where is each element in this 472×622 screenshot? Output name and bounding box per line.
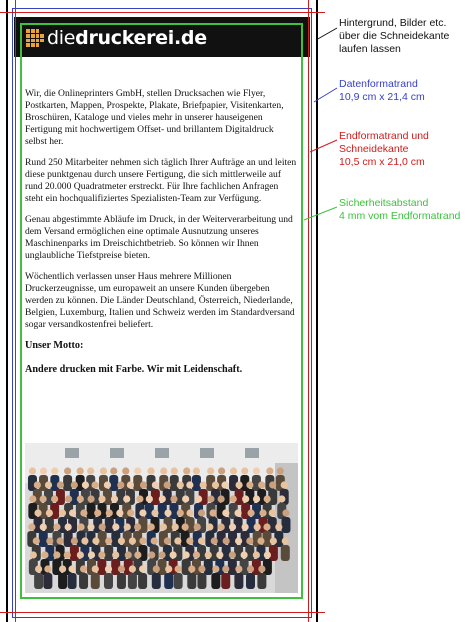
annotation-background: Hintergrund, Bilder etc. über die Schneidekante laufen lassen [339,17,450,55]
annotation-data-format: Datenformatrand 10,9 cm x 21,4 cm [339,78,425,103]
paragraph: Wir, die Onlineprinters GmbH, stellen Drucksachen wie Flyer, Postkarten, Mappen, Prospekte, Plakate, Briefpapier, Visitenkarten, Broschüren, Kataloge und vieles mehr in unserer hauseigenen Fertigung mit hochwertigem Offset- und brillantem Digitaldruck selbst her. [25,88,284,147]
annotation-safety-margin: Sicherheitsabstand 4 mm vom Endformatrand [339,197,461,222]
paragraph: Genau abgestimmte Abläufe im Druck, in der Weiterverarbeitung und dem Versand ermöglichen eine optimale Ausnutzung unseres Maschinenparks im Dreischichtbetrieb. So können wir Ihnen unglaubliche Tiefstpreise bieten. [25,214,293,261]
annotation-final-format: Endformatrand und Schneidekante 10,5 cm x 21,0 cm [339,130,429,168]
paragraph: Rund 250 Mitarbeiter nehmen sich täglich Ihrer Aufträge an und leiten diese punktgenau durch unsere Fertigung, die sich mittlerweile auf rund 20.000 Quadratmeter erstreckt. Für Ihre fachlichen Anfragen steht ein hochqualifiziertes Spezialisten-Team zur Verfügung. [25,157,297,204]
logo-text: diedruckerei.de [47,27,207,49]
motto-text: Andere drucken mit Farbe. Wir mit Leidenschaft. [25,364,243,375]
paragraph: Wöchentlich verlassen unser Haus mehrere Millionen Druckerzeugnisse, um europaweit an unsere Kunden übergeben werden zu können. Die Länder Deutschland, Österreich, Niederlande, Belgien, Luxemburg, Italien und Schweiz werden im Standardversand sogar versandkostenfrei beliefert. [25,271,295,330]
motto-heading: Unser Motto: [25,340,84,351]
